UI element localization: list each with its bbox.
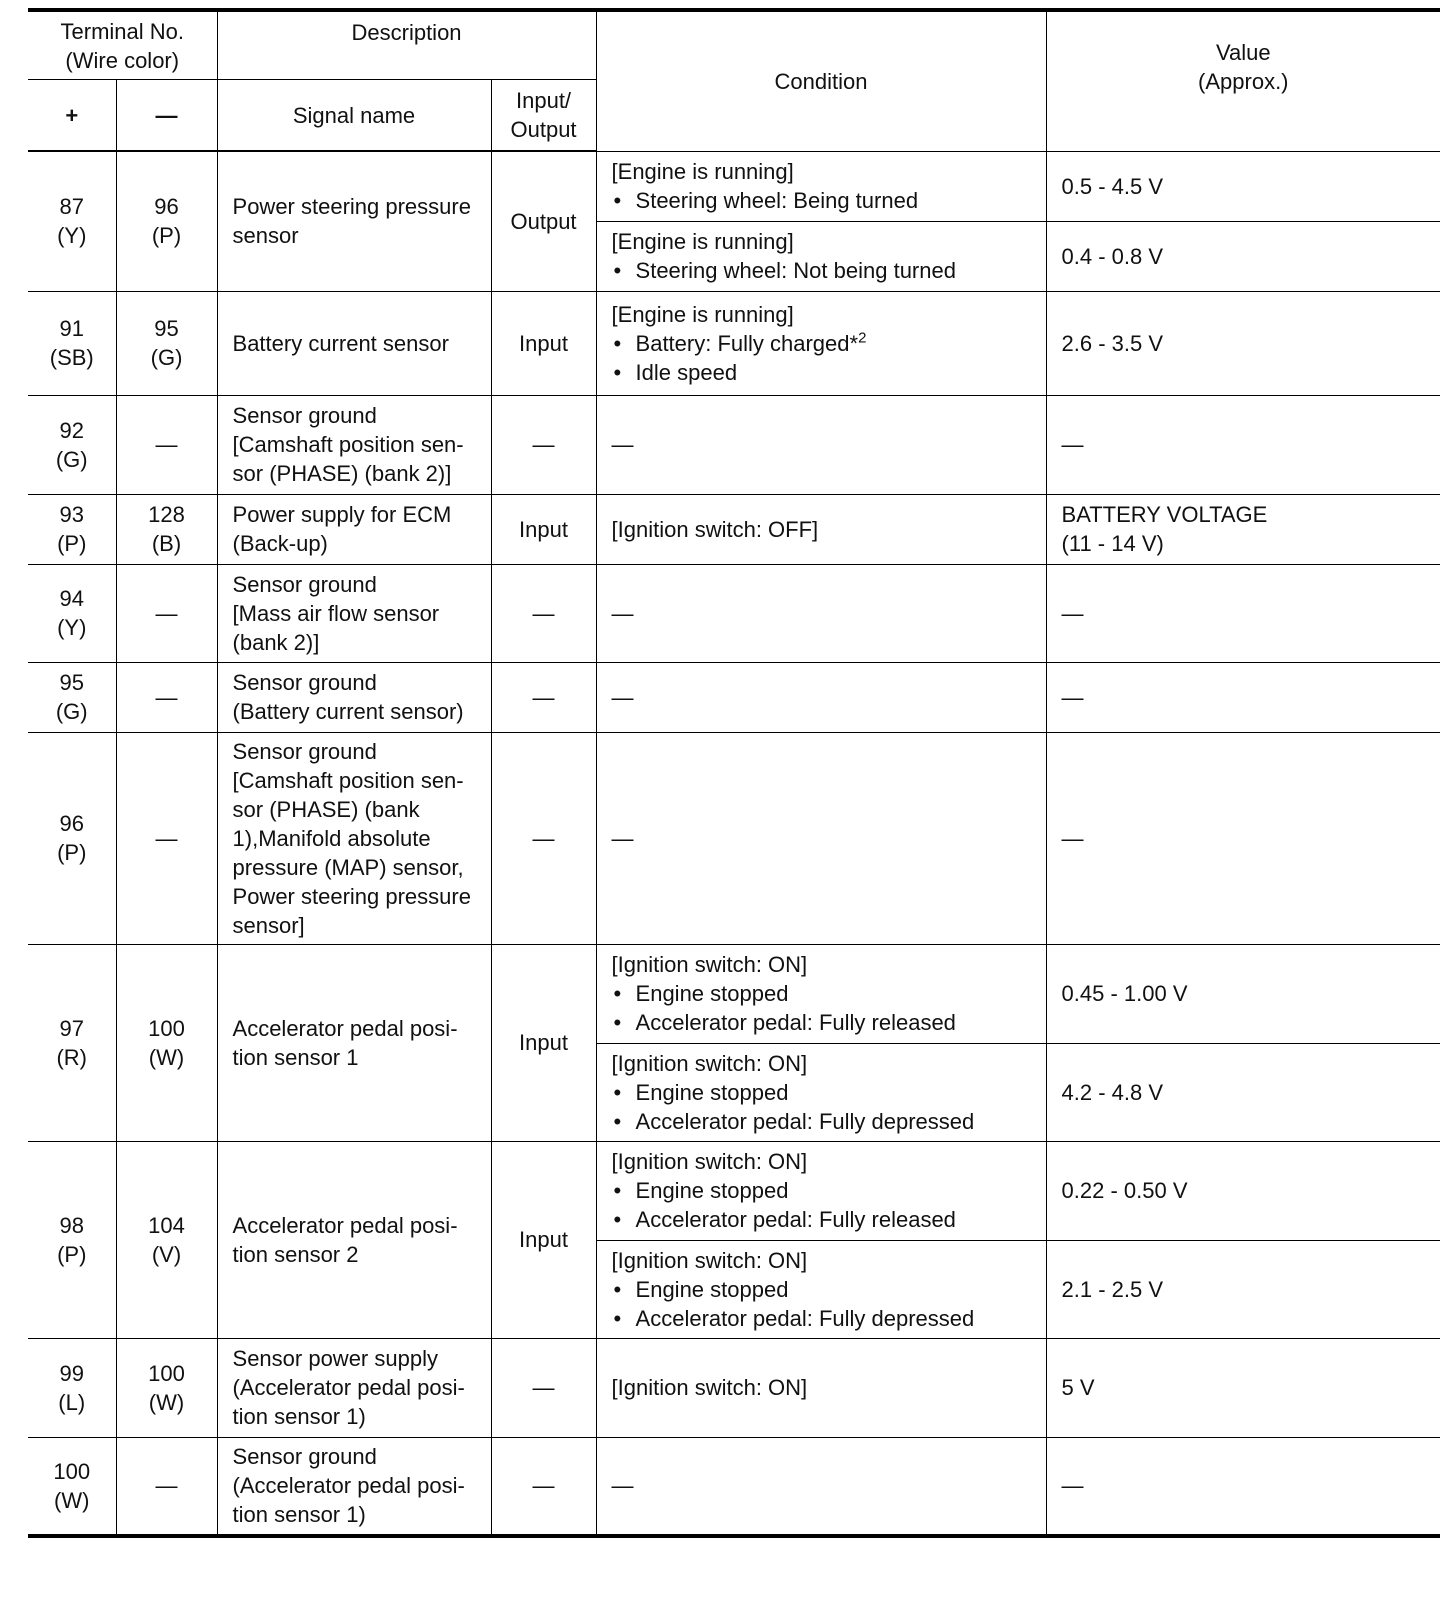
signal-name-cell [217,1338,491,1437]
value-line: 0.45 - 1.00 V [1061,981,1188,1006]
terminal-no-label: Terminal No. [60,18,184,44]
condition-head: [Engine is running] [611,301,794,327]
value-line: — [1061,600,1084,626]
plus-label: + [65,102,79,128]
plus-terminal-cell [28,151,116,291]
table-row [28,494,1440,564]
io-cell [491,395,596,494]
condition-head: — [611,432,634,457]
minus-header [116,80,217,152]
value-header [1046,10,1440,151]
condition-bullet-text: Idle speed [635,359,738,385]
table-row [28,732,1440,944]
signal-name-line: sensor] [232,912,305,938]
value-line: 5 V [1061,1375,1095,1400]
plus-terminal: 99 [59,1360,84,1386]
condition-head: [Ignition switch: ON] [611,1247,808,1273]
plus-terminal: 95 [59,670,84,695]
plus-terminal-cell [28,564,116,662]
io-header [491,80,596,152]
terminal-no-header [28,10,217,80]
condition-bullet-text: Engine stopped [635,981,789,1006]
minus-terminal-cell [116,151,217,291]
value-cell [1046,732,1440,944]
signal-name-line: [Camshaft position sen- [232,767,464,793]
value-cell [1046,1141,1440,1240]
signal-name-line: Sensor ground [232,738,377,764]
signal-name-header [217,80,491,152]
condition-header [596,10,1046,151]
plus-wire-color: (W) [54,1487,90,1513]
plus-wire-color: (P) [57,1241,87,1267]
minus-terminal-cell [116,494,217,564]
minus-terminal-cell [116,395,217,494]
signal-name-line: Sensor ground [232,403,377,428]
value-line: BATTERY VOLTAGE [1061,502,1268,527]
condition-cell [596,1043,1046,1141]
condition-cell [596,1437,1046,1536]
condition-bullet-text: Steering wheel: Not being turned [635,258,956,283]
signal-name-line: Battery current sensor [232,330,449,356]
condition-bullet-text: Steering wheel: Being turned [635,188,919,213]
plus-terminal-cell [28,1338,116,1437]
value-label: Value [1215,40,1271,66]
signal-name-line: Accelerator pedal posi- [232,1015,458,1041]
condition-bullet [612,1107,1040,1136]
minus-terminal-cell [116,732,217,944]
plus-terminal-cell [28,395,116,494]
table-row [28,395,1440,494]
value-cell [1046,944,1440,1043]
io-cell [491,151,596,291]
minus-terminal: — [155,684,178,710]
value-cell [1046,291,1440,395]
terminal-spec-table [28,8,1440,1538]
minus-terminal: — [155,1473,178,1499]
condition-cell [596,732,1046,944]
signal-name-line: (Battery current sensor) [232,699,464,724]
plus-wire-color: (P) [57,531,87,556]
condition-head: — [611,684,634,710]
condition-bullet-text: Engine stopped [635,1079,789,1105]
minus-terminal: 100 [148,1360,185,1386]
plus-terminal-cell [28,1437,116,1536]
signal-name-cell [217,564,491,662]
io-cell [491,494,596,564]
signal-name-cell [217,662,491,732]
value-cell [1046,151,1440,221]
signal-name-line: Accelerator pedal posi- [232,1212,458,1238]
signal-name-line: (Back-up) [232,531,328,556]
minus-wire-color: (P) [151,223,182,249]
description-label: Description [351,20,462,45]
condition-bullet [612,256,1040,285]
minus-terminal-cell [116,1437,217,1536]
signal-name-label: Signal name [292,102,416,128]
minus-terminal-cell [116,1338,217,1437]
plus-terminal-cell [28,662,116,732]
condition-cell [596,564,1046,662]
signal-name-cell [217,395,491,494]
condition-head: [Engine is running] [611,229,794,254]
condition-cell [596,494,1046,564]
plus-wire-color: (G) [55,446,88,472]
io-cell [491,944,596,1141]
condition-bullet-text: Accelerator pedal: Fully depressed [635,1305,975,1331]
plus-terminal: 91 [59,316,84,341]
plus-terminal: 87 [59,194,84,220]
signal-name-line: 1),Manifold absolute [232,825,431,851]
plus-wire-color: (L) [58,1389,86,1415]
minus-terminal-cell [116,1141,217,1338]
value-line: 2.6 - 3.5 V [1061,330,1164,356]
table-row [28,1437,1440,1536]
io-value: Input [519,1227,568,1252]
signal-name-line: Sensor ground [232,670,377,695]
value-cell [1046,662,1440,732]
io-cell [491,1437,596,1536]
table-row [28,564,1440,662]
condition-cell [596,1141,1046,1240]
io-value: Input [519,1030,568,1055]
condition-cell [596,395,1046,494]
minus-terminal: 96 [154,194,179,220]
condition-label: Condition [774,68,868,94]
io-output-label: Output [510,117,577,142]
minus-wire-color: (W) [148,1044,185,1070]
signal-name-line: sensor [232,223,299,249]
minus-terminal: 104 [148,1212,185,1238]
signal-name-cell [217,944,491,1141]
value-line: 4.2 - 4.8 V [1061,1079,1164,1105]
value-approx-label: (Approx.) [1198,69,1289,95]
signal-name-line: Sensor power supply [232,1346,438,1371]
minus-wire-color: (W) [148,1389,185,1415]
condition-bullet-text: Accelerator pedal: Fully released [635,1010,956,1035]
signal-name-line: (Accelerator pedal posi- [232,1473,465,1499]
signal-name-cell [217,1437,491,1536]
value-cell [1046,1043,1440,1141]
signal-name-cell [217,732,491,944]
minus-terminal-cell [116,564,217,662]
condition-head: — [611,600,634,626]
minus-terminal-cell [116,944,217,1141]
io-cell [491,291,596,395]
condition-cell [596,291,1046,395]
condition-bullet [612,1304,1040,1333]
value-cell [1046,564,1440,662]
condition-bullet-text: Engine stopped [635,1276,789,1302]
plus-terminal: 96 [59,811,84,836]
condition-head: [Ignition switch: ON] [611,1050,808,1076]
value-cell [1046,395,1440,494]
signal-name-line: Sensor ground [232,1444,377,1470]
wire-color-label: (Wire color) [65,47,180,73]
io-input-label: Input/ [516,88,572,113]
minus-wire-color: (B) [151,531,182,556]
condition-bullet-text: Engine stopped [635,1178,789,1203]
plus-header [28,80,116,152]
condition-cell [596,1240,1046,1338]
plus-wire-color: (R) [56,1044,88,1070]
value-line: (11 - 14 V) [1061,531,1164,556]
value-line: 2.1 - 2.5 V [1061,1276,1164,1302]
minus-terminal: 128 [148,502,185,527]
signal-name-line: tion sensor 1 [232,1044,359,1070]
table-row [28,1338,1440,1437]
condition-bullet [612,1205,1040,1234]
table-row [28,151,1440,221]
signal-name-cell [217,1141,491,1338]
io-cell [491,1338,596,1437]
value-line: 0.22 - 0.50 V [1061,1178,1188,1203]
signal-name-cell [217,151,491,291]
condition-head: — [611,1473,634,1499]
value-line: — [1061,1473,1084,1499]
plus-terminal-cell [28,732,116,944]
signal-name-cell [217,291,491,395]
condition-head: — [611,825,634,851]
condition-head: [Ignition switch: OFF] [611,516,819,542]
signal-name-line: Power steering pressure [232,194,471,220]
io-value: Input [519,330,568,356]
minus-terminal: 100 [148,1015,185,1041]
condition-cell [596,221,1046,291]
condition-cell [596,662,1046,732]
minus-terminal: — [155,432,178,457]
value-cell [1046,494,1440,564]
minus-terminal: 95 [154,316,179,341]
signal-name-line: sor (PHASE) (bank 2)] [232,461,452,486]
condition-bullet-text: Accelerator pedal: Fully released [635,1207,956,1232]
signal-name-cell [217,494,491,564]
plus-wire-color: (Y) [57,223,87,249]
condition-bullet-text: Accelerator pedal: Fully depressed [635,1108,975,1134]
condition-head: [Ignition switch: ON] [611,1149,808,1174]
io-value: — [532,825,555,851]
value-cell [1046,1437,1440,1536]
signal-name-line: (Accelerator pedal posi- [232,1375,465,1400]
plus-terminal-cell [28,494,116,564]
io-value: Output [510,208,577,234]
value-line: — [1061,432,1084,457]
value-cell [1046,1240,1440,1338]
minus-terminal-cell [116,291,217,395]
plus-terminal: 100 [53,1458,91,1484]
io-cell [491,564,596,662]
table-body [28,151,1440,1536]
minus-terminal-cell [116,662,217,732]
condition-bullet [612,1176,1040,1205]
table-row [28,291,1440,395]
condition-bullet [612,1275,1040,1304]
plus-terminal-cell [28,944,116,1141]
plus-terminal-cell [28,291,116,395]
signal-name-line: tion sensor 1) [232,1404,366,1429]
minus-label: — [155,102,178,128]
value-line: — [1061,684,1084,710]
plus-wire-color: (SB) [49,345,94,370]
signal-name-line: [Camshaft position sen- [232,432,464,457]
signal-name-line: tion sensor 1) [232,1502,366,1528]
signal-name-line: [Mass air flow sensor [232,600,440,626]
condition-bullet [612,1008,1040,1037]
plus-terminal: 97 [59,1015,84,1041]
signal-name-line: (bank 2)] [232,629,320,655]
condition-bullet [612,979,1040,1008]
minus-terminal: — [155,825,178,851]
io-cell [491,662,596,732]
value-cell [1046,1338,1440,1437]
signal-name-line: tion sensor 2 [232,1241,359,1267]
minus-terminal: — [155,600,178,626]
plus-terminal: 98 [59,1212,84,1238]
table-row [28,1141,1440,1240]
plus-terminal: 93 [59,502,84,527]
signal-name-line: sor (PHASE) (bank [232,796,420,822]
table-row [28,662,1440,732]
io-value: — [532,684,555,710]
condition-cell [596,151,1046,221]
io-value: — [532,1375,555,1400]
signal-name-line: pressure (MAP) sensor, [232,854,464,880]
condition-bullet [612,329,1040,358]
io-value: — [532,600,555,626]
plus-wire-color: (P) [57,840,87,865]
io-value: — [532,432,555,457]
table-row [28,944,1440,1043]
minus-wire-color: (V) [151,1241,182,1267]
io-cell [491,1141,596,1338]
condition-head: [Engine is running] [611,159,794,184]
condition-bullet [612,1078,1040,1107]
condition-head: [Ignition switch: ON] [611,1375,808,1400]
plus-terminal-cell [28,1141,116,1338]
signal-name-line: Power supply for ECM [232,502,452,527]
condition-bullet-text: Battery: Fully charged* [635,330,859,356]
signal-name-line: Sensor ground [232,571,377,597]
condition-bullet [612,186,1040,215]
condition-bullet [612,358,1040,387]
description-header [217,10,596,80]
condition-cell [596,1338,1046,1437]
value-line: 0.5 - 4.5 V [1061,173,1164,199]
value-line: 0.4 - 0.8 V [1061,243,1164,269]
plus-wire-color: (G) [55,699,88,724]
signal-name-line: Power steering pressure [232,883,471,909]
plus-wire-color: (Y) [57,615,87,640]
value-line: — [1061,825,1084,851]
io-value: Input [519,516,568,542]
io-cell [491,732,596,944]
plus-terminal: 92 [59,417,84,443]
plus-terminal: 94 [59,586,84,611]
io-value: — [532,1473,555,1499]
minus-wire-color: (G) [150,345,183,370]
condition-head: [Ignition switch: ON] [611,952,808,977]
footnote-mark: 2 [858,329,867,347]
condition-cell [596,944,1046,1043]
value-cell [1046,221,1440,291]
